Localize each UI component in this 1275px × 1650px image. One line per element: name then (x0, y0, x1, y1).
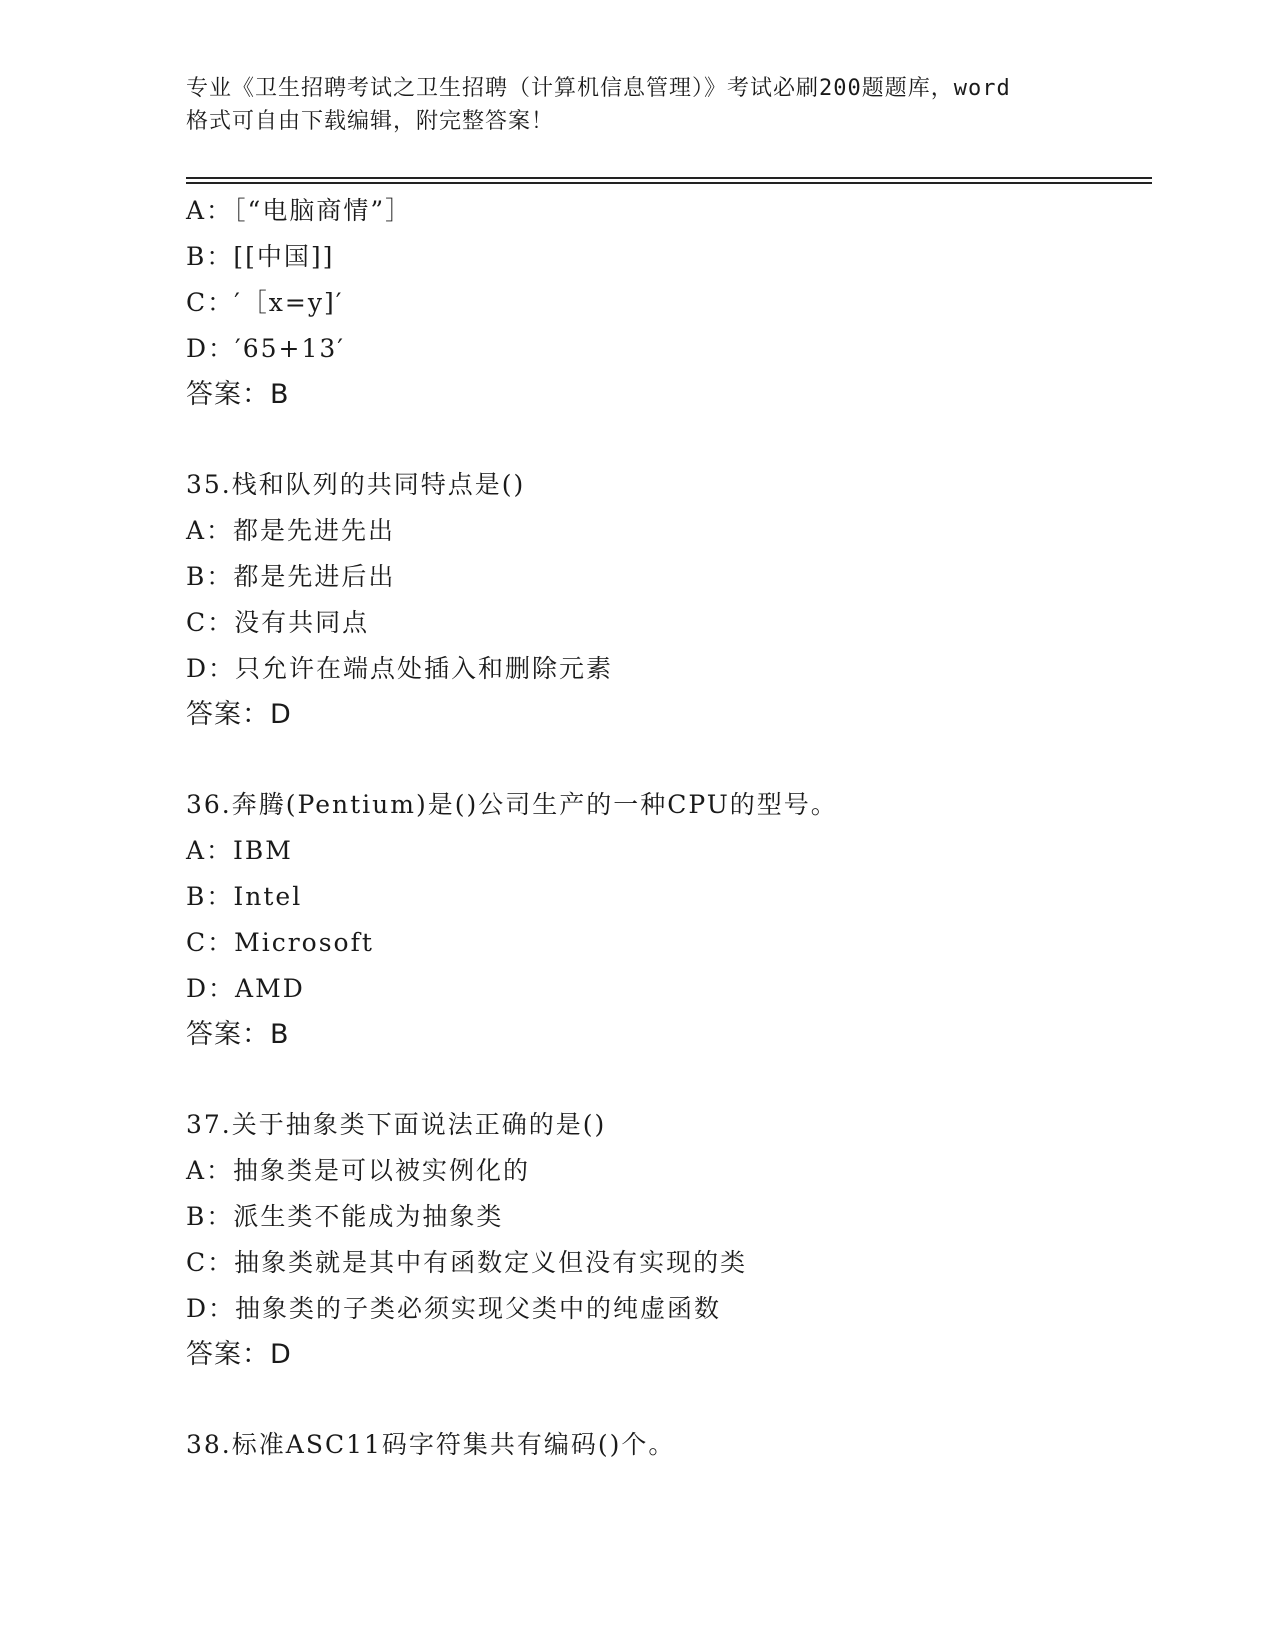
spacer (186, 1058, 1152, 1102)
option-a: A：［“电脑商情”］ (186, 196, 413, 225)
option-b: B：派生类不能成为抽象类 (186, 1202, 504, 1231)
question-stem: 37.关于抽象类下面说法正确的是() (186, 1110, 607, 1139)
option-c: C：没有共同点 (186, 608, 370, 637)
question-block-37 (186, 1102, 1152, 1378)
option-a: A：抽象类是可以被实例化的 (186, 1156, 531, 1185)
question-block-35 (186, 462, 1152, 738)
option-a: A：IBM (186, 836, 293, 865)
question-block-36 (186, 782, 1152, 1058)
answer-line: 答案：B (186, 379, 290, 410)
spacer (186, 1378, 1152, 1422)
option-d: D：′65+13′ (186, 334, 345, 363)
spacer (186, 738, 1152, 782)
option-d: D：AMD (186, 974, 305, 1003)
header-line-1: 专业《卫生招聘考试之卫生招聘（计算机信息管理）》考试必刷200题题库，word (186, 76, 1011, 101)
option-b: B：Intel (186, 882, 303, 911)
document-header (186, 72, 1086, 138)
option-c: C：Microsoft (186, 928, 374, 957)
option-d: D：只允许在端点处插入和删除元素 (186, 654, 614, 683)
header-divider-top (186, 177, 1152, 179)
option-a: A：都是先进先出 (186, 516, 396, 545)
spacer (186, 418, 1152, 462)
question-stem: 35.栈和队列的共同特点是() (186, 470, 526, 499)
question-stem: 36.奔腾(Pentium)是()公司生产的一种CPU的型号。 (186, 790, 838, 819)
option-b: B：[[中国]] (186, 242, 335, 271)
answer-line: 答案：B (186, 1019, 290, 1050)
option-b: B：都是先进后出 (186, 562, 396, 591)
question-block-34 (186, 188, 1152, 418)
question-block-38 (186, 1422, 1152, 1468)
option-c: C：抽象类就是其中有函数定义但没有实现的类 (186, 1248, 748, 1277)
question-list (186, 188, 1152, 1468)
header-line-2: 格式可自由下载编辑，附完整答案！ (186, 109, 555, 134)
option-d: D：抽象类的子类必须实现父类中的纯虚函数 (186, 1294, 722, 1323)
option-c: C：′［x=y]′ (186, 288, 344, 317)
question-stem: 38.标准ASC11码字符集共有编码()个。 (186, 1430, 676, 1459)
header-divider-bottom (186, 182, 1152, 184)
answer-line: 答案：D (186, 699, 292, 730)
answer-line: 答案：D (186, 1339, 292, 1370)
